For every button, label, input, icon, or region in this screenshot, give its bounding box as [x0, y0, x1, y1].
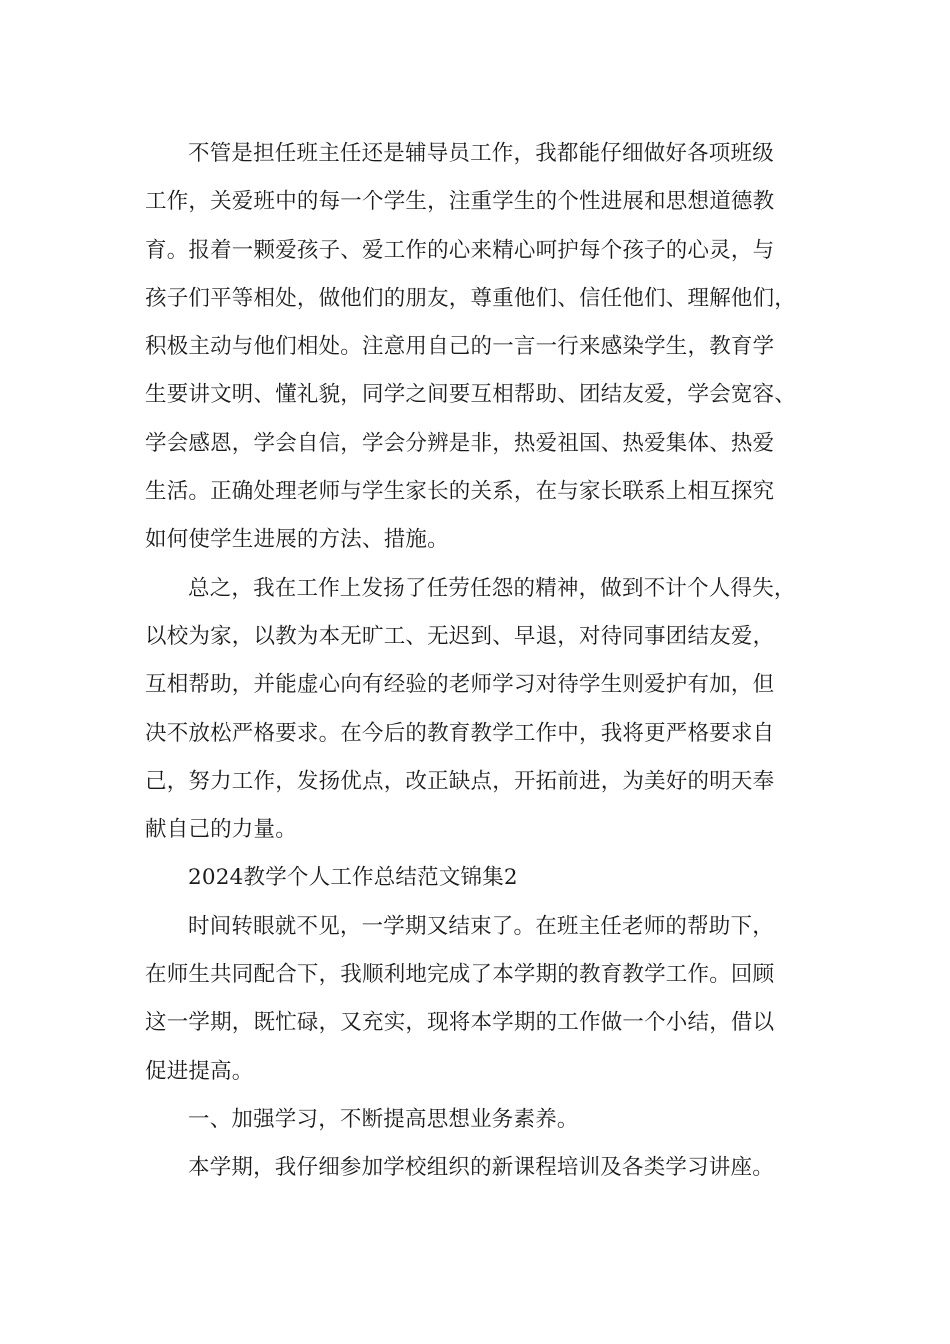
text-line: 育。报着一颗爱孩子、爱工作的心来精心呵护每个孩子的心灵，与 [145, 237, 775, 263]
text-line: 时间转眼就不见，一学期又结束了。在班主任老师的帮助下， [188, 913, 774, 939]
text-line: 工作，关爱班中的每一个学生，注重学生的个性进展和思想道德教 [145, 189, 775, 215]
text-line: 本学期，我仔细参加学校组织的新课程培训及各类学习讲座。 [188, 1155, 774, 1181]
text-line: 生活。正确处理老师与学生家长的关系，在与家长联系上相互探究 [145, 479, 775, 505]
text-line: 如何使学生进展的方法、措施。 [145, 527, 449, 553]
section-heading [145, 854, 825, 902]
subheading-study [145, 1096, 825, 1144]
subheading-text: 一、加强学习，不断提高思想业务素养。 [188, 1106, 579, 1132]
section-title: 2024教学个人工作总结范文锦集2 [188, 865, 518, 891]
text-line: 己，努力工作，发扬优点，改正缺点，开拓前进，为美好的明天奉 [145, 768, 775, 794]
text-line: 生要讲文明、懂礼貌，同学之间要互相帮助、团结友爱，学会宽容、 [145, 382, 797, 408]
text-line: 在师生共同配合下，我顺利地完成了本学期的教育教学工作。回顾 [145, 962, 775, 988]
text-line: 总之，我在工作上发扬了任劳任怨的精神，做到不计个人得失， [188, 575, 796, 601]
text-line: 不管是担任班主任还是辅导员工作，我都能仔细做好各项班级 [188, 141, 774, 166]
text-line: 学会感恩，学会自信，学会分辨是非，热爱祖国、热爱集体、热爱 [145, 430, 775, 456]
text-line: 献自己的力量。 [145, 817, 297, 843]
text-line: 孩子们平等相处，做他们的朋友，尊重他们、信任他们、理解他们， [145, 285, 797, 311]
paragraph-training [145, 1144, 825, 1192]
document-body [145, 130, 825, 1193]
text-line: 互相帮助，并能虚心向有经验的老师学习对待学生则爱护有加，但 [145, 672, 775, 698]
paragraph-semester-intro [145, 903, 825, 1096]
paragraph-summary [145, 565, 825, 855]
text-line: 以校为家，以教为本无旷工、无迟到、早退，对待同事团结友爱， [145, 623, 775, 649]
text-line: 促进提高。 [145, 1058, 254, 1084]
paragraph-class-work [145, 130, 825, 565]
text-line: 积极主动与他们相处。注意用自己的一言一行来感染学生，教育学 [145, 334, 775, 360]
text-line: 这一学期，既忙碌，又充实，现将本学期的工作做一个小结，借以 [145, 1010, 775, 1036]
text-line: 决不放松严格要求。在今后的教育教学工作中，我将更严格要求自 [145, 720, 775, 746]
